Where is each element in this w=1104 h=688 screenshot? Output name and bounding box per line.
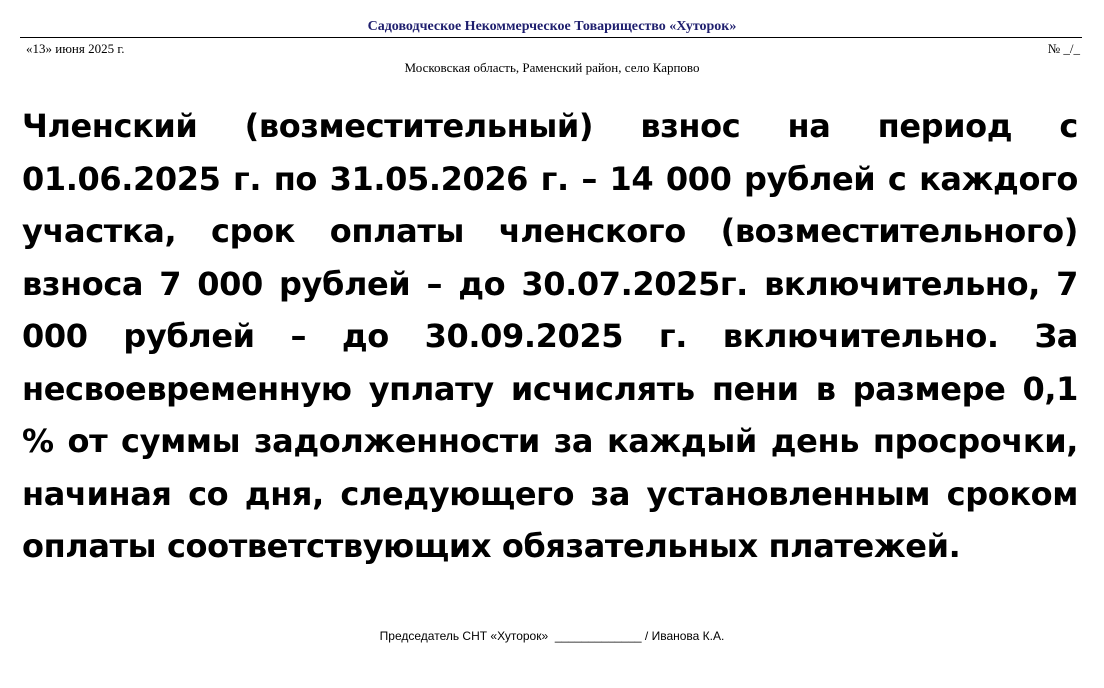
document-number: № _/_ — [1047, 41, 1080, 56]
header-divider — [20, 37, 1082, 38]
main-text: Членский (возместительный) взнос на период с 01.06.2025 г. по 31.05.2026 г. – 14 000 рублей с каждого участка, срок оплаты членского (возместительного) взноса 7 000 рублей – до 30.07.2025г. включительно, 7 000 рублей – до 30.09.2025 г. включительно. За несвоевременную уплату исчислять пени в размере 0,1 % от суммы задолженности за каждый день просрочки, начиная со дня, следующего за установленным сроком оплаты соответствующих обязательных платежей. — [22, 107, 1078, 565]
document-location: Московская область, Раменский район, село Карпово — [404, 60, 700, 75]
signature-line: Председатель СНТ «Хуторок» _____________ / Иванова К.А. — [379, 629, 725, 643]
organization-name: Садоводческое Некоммерческое Товарищество «Хуторок» — [367, 19, 737, 34]
document-date: «13» июня 2025 г. — [26, 41, 125, 56]
